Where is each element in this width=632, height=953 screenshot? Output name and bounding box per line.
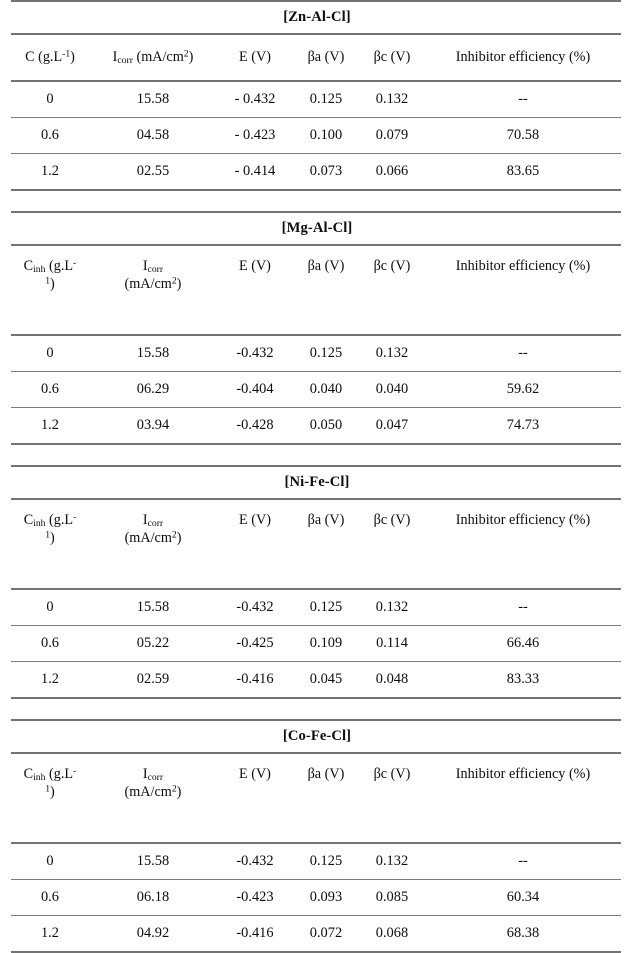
data-table-1	[11, 211, 621, 465]
icorr-unit-text: mA/cm	[129, 530, 172, 547]
cell-beta-c: 0.068	[359, 916, 425, 953]
table-title-row	[11, 212, 621, 245]
icorr-unit-text: mA/cm	[129, 784, 172, 801]
cell-beta-c: 0.079	[359, 118, 425, 154]
cell-icorr: 06.18	[89, 880, 217, 916]
table-gap	[11, 190, 621, 211]
column-header-beta-a: βa (V)	[293, 753, 359, 843]
data-table-3	[11, 719, 621, 953]
column-header-potential: E (V)	[217, 245, 293, 335]
cell-beta-a: 0.093	[293, 880, 359, 916]
superscript-minus: -	[73, 765, 77, 777]
superscript-one: 1	[45, 783, 51, 795]
cell-concentration: 0	[11, 843, 89, 880]
cell-efficiency: --	[425, 335, 621, 372]
cell-beta-a: 0.109	[293, 626, 359, 662]
cell-efficiency: 83.33	[425, 662, 621, 699]
cell-potential: -0.432	[217, 843, 293, 880]
cell-potential: - 0.432	[217, 81, 293, 118]
superscript-exponent: -1	[62, 48, 71, 60]
column-header-efficiency: Inhibitor efficiency (%)	[425, 34, 621, 81]
table-row	[11, 335, 621, 372]
cell-icorr: 15.58	[89, 589, 217, 626]
cell-icorr: 04.92	[89, 916, 217, 953]
column-header-icorr: $I_{corr}$ $(mA/cm^2)$	[89, 245, 217, 335]
cell-icorr: 15.58	[89, 81, 217, 118]
cell-beta-a: 0.045	[293, 662, 359, 699]
superscript-one: 1	[45, 529, 51, 541]
cell-icorr: 06.29	[89, 372, 217, 408]
cell-efficiency: --	[425, 843, 621, 880]
cell-potential: - 0.414	[217, 154, 293, 191]
cell-potential: -0.423	[217, 880, 293, 916]
cell-beta-c: 0.132	[359, 843, 425, 880]
column-header-efficiency: Inhibitor efficiency (%)	[425, 245, 621, 335]
cell-icorr: 04.58	[89, 118, 217, 154]
table-row	[11, 662, 621, 699]
subscript-corr: corr	[147, 517, 164, 529]
cell-concentration: 0.6	[11, 118, 89, 154]
table-row	[11, 880, 621, 916]
cell-beta-a: 0.125	[293, 335, 359, 372]
cell-concentration: 1.2	[11, 154, 89, 191]
cell-beta-a: 0.125	[293, 81, 359, 118]
superscript-minus: -	[73, 257, 77, 269]
subscript-inh: inh	[33, 517, 46, 529]
table-gap	[11, 698, 621, 719]
cell-efficiency: 68.38	[425, 916, 621, 953]
column-header-beta-c: βc (V)	[359, 753, 425, 843]
cell-beta-c: 0.132	[359, 81, 425, 118]
cell-efficiency: 66.46	[425, 626, 621, 662]
table-header-row	[11, 245, 621, 335]
table-title: [Co-Fe-Cl]	[11, 720, 621, 753]
data-table-0	[11, 0, 621, 211]
column-header-beta-c: βc (V)	[359, 34, 425, 81]
table-gap	[11, 444, 621, 465]
cell-concentration: 0	[11, 589, 89, 626]
cell-beta-c: 0.047	[359, 408, 425, 445]
table-row	[11, 372, 621, 408]
cell-potential: -0.432	[217, 335, 293, 372]
cell-beta-c: 0.114	[359, 626, 425, 662]
table-row	[11, 589, 621, 626]
cell-beta-c: 0.048	[359, 662, 425, 699]
table-row	[11, 843, 621, 880]
cell-concentration: 1.2	[11, 662, 89, 699]
table-row	[11, 118, 621, 154]
column-header-icorr: $I_{corr}$ $(mA/cm^2)$	[89, 499, 217, 589]
column-header-concentration: $C_{inh}$ (g.L- $^1$)	[11, 753, 89, 843]
cell-efficiency: 74.73	[425, 408, 621, 445]
cell-efficiency: 60.34	[425, 880, 621, 916]
superscript-minus: -	[73, 511, 77, 523]
subscript-inh: inh	[33, 771, 46, 783]
cell-concentration: 1.2	[11, 916, 89, 953]
table-header-row	[11, 34, 621, 81]
table-row	[11, 81, 621, 118]
subscript-inh: inh	[33, 263, 46, 275]
subscript-corr: corr	[117, 55, 133, 67]
cell-efficiency: 59.62	[425, 372, 621, 408]
table-row	[11, 154, 621, 191]
cell-icorr: 02.59	[89, 662, 217, 699]
column-header-potential: E (V)	[217, 499, 293, 589]
cell-potential: - 0.423	[217, 118, 293, 154]
cell-icorr: 15.58	[89, 335, 217, 372]
cell-efficiency: --	[425, 81, 621, 118]
table-title: [Zn-Al-Cl]	[11, 1, 621, 34]
subscript-corr: corr	[147, 771, 164, 783]
cell-icorr: 05.22	[89, 626, 217, 662]
cell-beta-a: 0.040	[293, 372, 359, 408]
subscript-corr: corr	[147, 263, 164, 275]
column-header-concentration: $C_{inh}$ (g.L- $^1$)	[11, 245, 89, 335]
table-row	[11, 626, 621, 662]
column-header-potential: E (V)	[217, 34, 293, 81]
table-row	[11, 408, 621, 445]
table-title-row	[11, 720, 621, 753]
cell-potential: -0.416	[217, 662, 293, 699]
cell-icorr: 02.55	[89, 154, 217, 191]
cell-potential: -0.404	[217, 372, 293, 408]
cell-concentration: 0.6	[11, 880, 89, 916]
column-header-potential: E (V)	[217, 753, 293, 843]
superscript-square: 2	[171, 275, 177, 287]
cell-beta-c: 0.132	[359, 589, 425, 626]
cell-beta-a: 0.125	[293, 589, 359, 626]
cell-beta-c: 0.132	[359, 335, 425, 372]
cell-potential: -0.428	[217, 408, 293, 445]
table-header-row	[11, 499, 621, 589]
superscript-one: 1	[45, 275, 51, 287]
column-header-beta-c: βc (V)	[359, 499, 425, 589]
column-header-beta-c: βc (V)	[359, 245, 425, 335]
table-row	[11, 916, 621, 953]
table-title-row	[11, 1, 621, 34]
superscript-square: 2	[171, 783, 177, 795]
column-header-efficiency: Inhibitor efficiency (%)	[425, 753, 621, 843]
cell-beta-a: 0.100	[293, 118, 359, 154]
table-title-row	[11, 466, 621, 499]
cell-concentration: 1.2	[11, 408, 89, 445]
data-table-2	[11, 465, 621, 719]
cell-efficiency: --	[425, 589, 621, 626]
cell-beta-a: 0.072	[293, 916, 359, 953]
cell-beta-a: 0.125	[293, 843, 359, 880]
cell-icorr: 03.94	[89, 408, 217, 445]
cell-efficiency: 70.58	[425, 118, 621, 154]
superscript-square: 2	[183, 48, 189, 60]
table-title: [Ni-Fe-Cl]	[11, 466, 621, 499]
superscript-square: 2	[171, 529, 177, 541]
cell-efficiency: 83.65	[425, 154, 621, 191]
cell-beta-a: 0.050	[293, 408, 359, 445]
column-header-beta-a: βa (V)	[293, 499, 359, 589]
column-header-beta-a: βa (V)	[293, 245, 359, 335]
table-header-row	[11, 753, 621, 843]
cell-beta-c: 0.066	[359, 154, 425, 191]
cell-beta-c: 0.085	[359, 880, 425, 916]
column-header-icorr: $I_{corr}$ $(mA/cm^2)$	[89, 753, 217, 843]
cell-potential: -0.432	[217, 589, 293, 626]
cell-concentration: 0.6	[11, 372, 89, 408]
cell-beta-c: 0.040	[359, 372, 425, 408]
cell-potential: -0.425	[217, 626, 293, 662]
cell-beta-a: 0.073	[293, 154, 359, 191]
cell-concentration: 0.6	[11, 626, 89, 662]
cell-concentration: 0	[11, 81, 89, 118]
table-title: [Mg-Al-Cl]	[11, 212, 621, 245]
column-header-icorr: $I_{corr}$ $(mA/cm^2)$	[89, 34, 217, 81]
cell-concentration: 0	[11, 335, 89, 372]
column-header-concentration: C $(g.L^{-1})$	[11, 34, 89, 81]
column-header-concentration: $C_{inh}$ (g.L- $^1$)	[11, 499, 89, 589]
cell-icorr: 15.58	[89, 843, 217, 880]
cell-potential: -0.416	[217, 916, 293, 953]
icorr-unit-text: mA/cm	[129, 276, 172, 293]
column-header-beta-a: βa (V)	[293, 34, 359, 81]
column-header-efficiency: Inhibitor efficiency (%)	[425, 499, 621, 589]
